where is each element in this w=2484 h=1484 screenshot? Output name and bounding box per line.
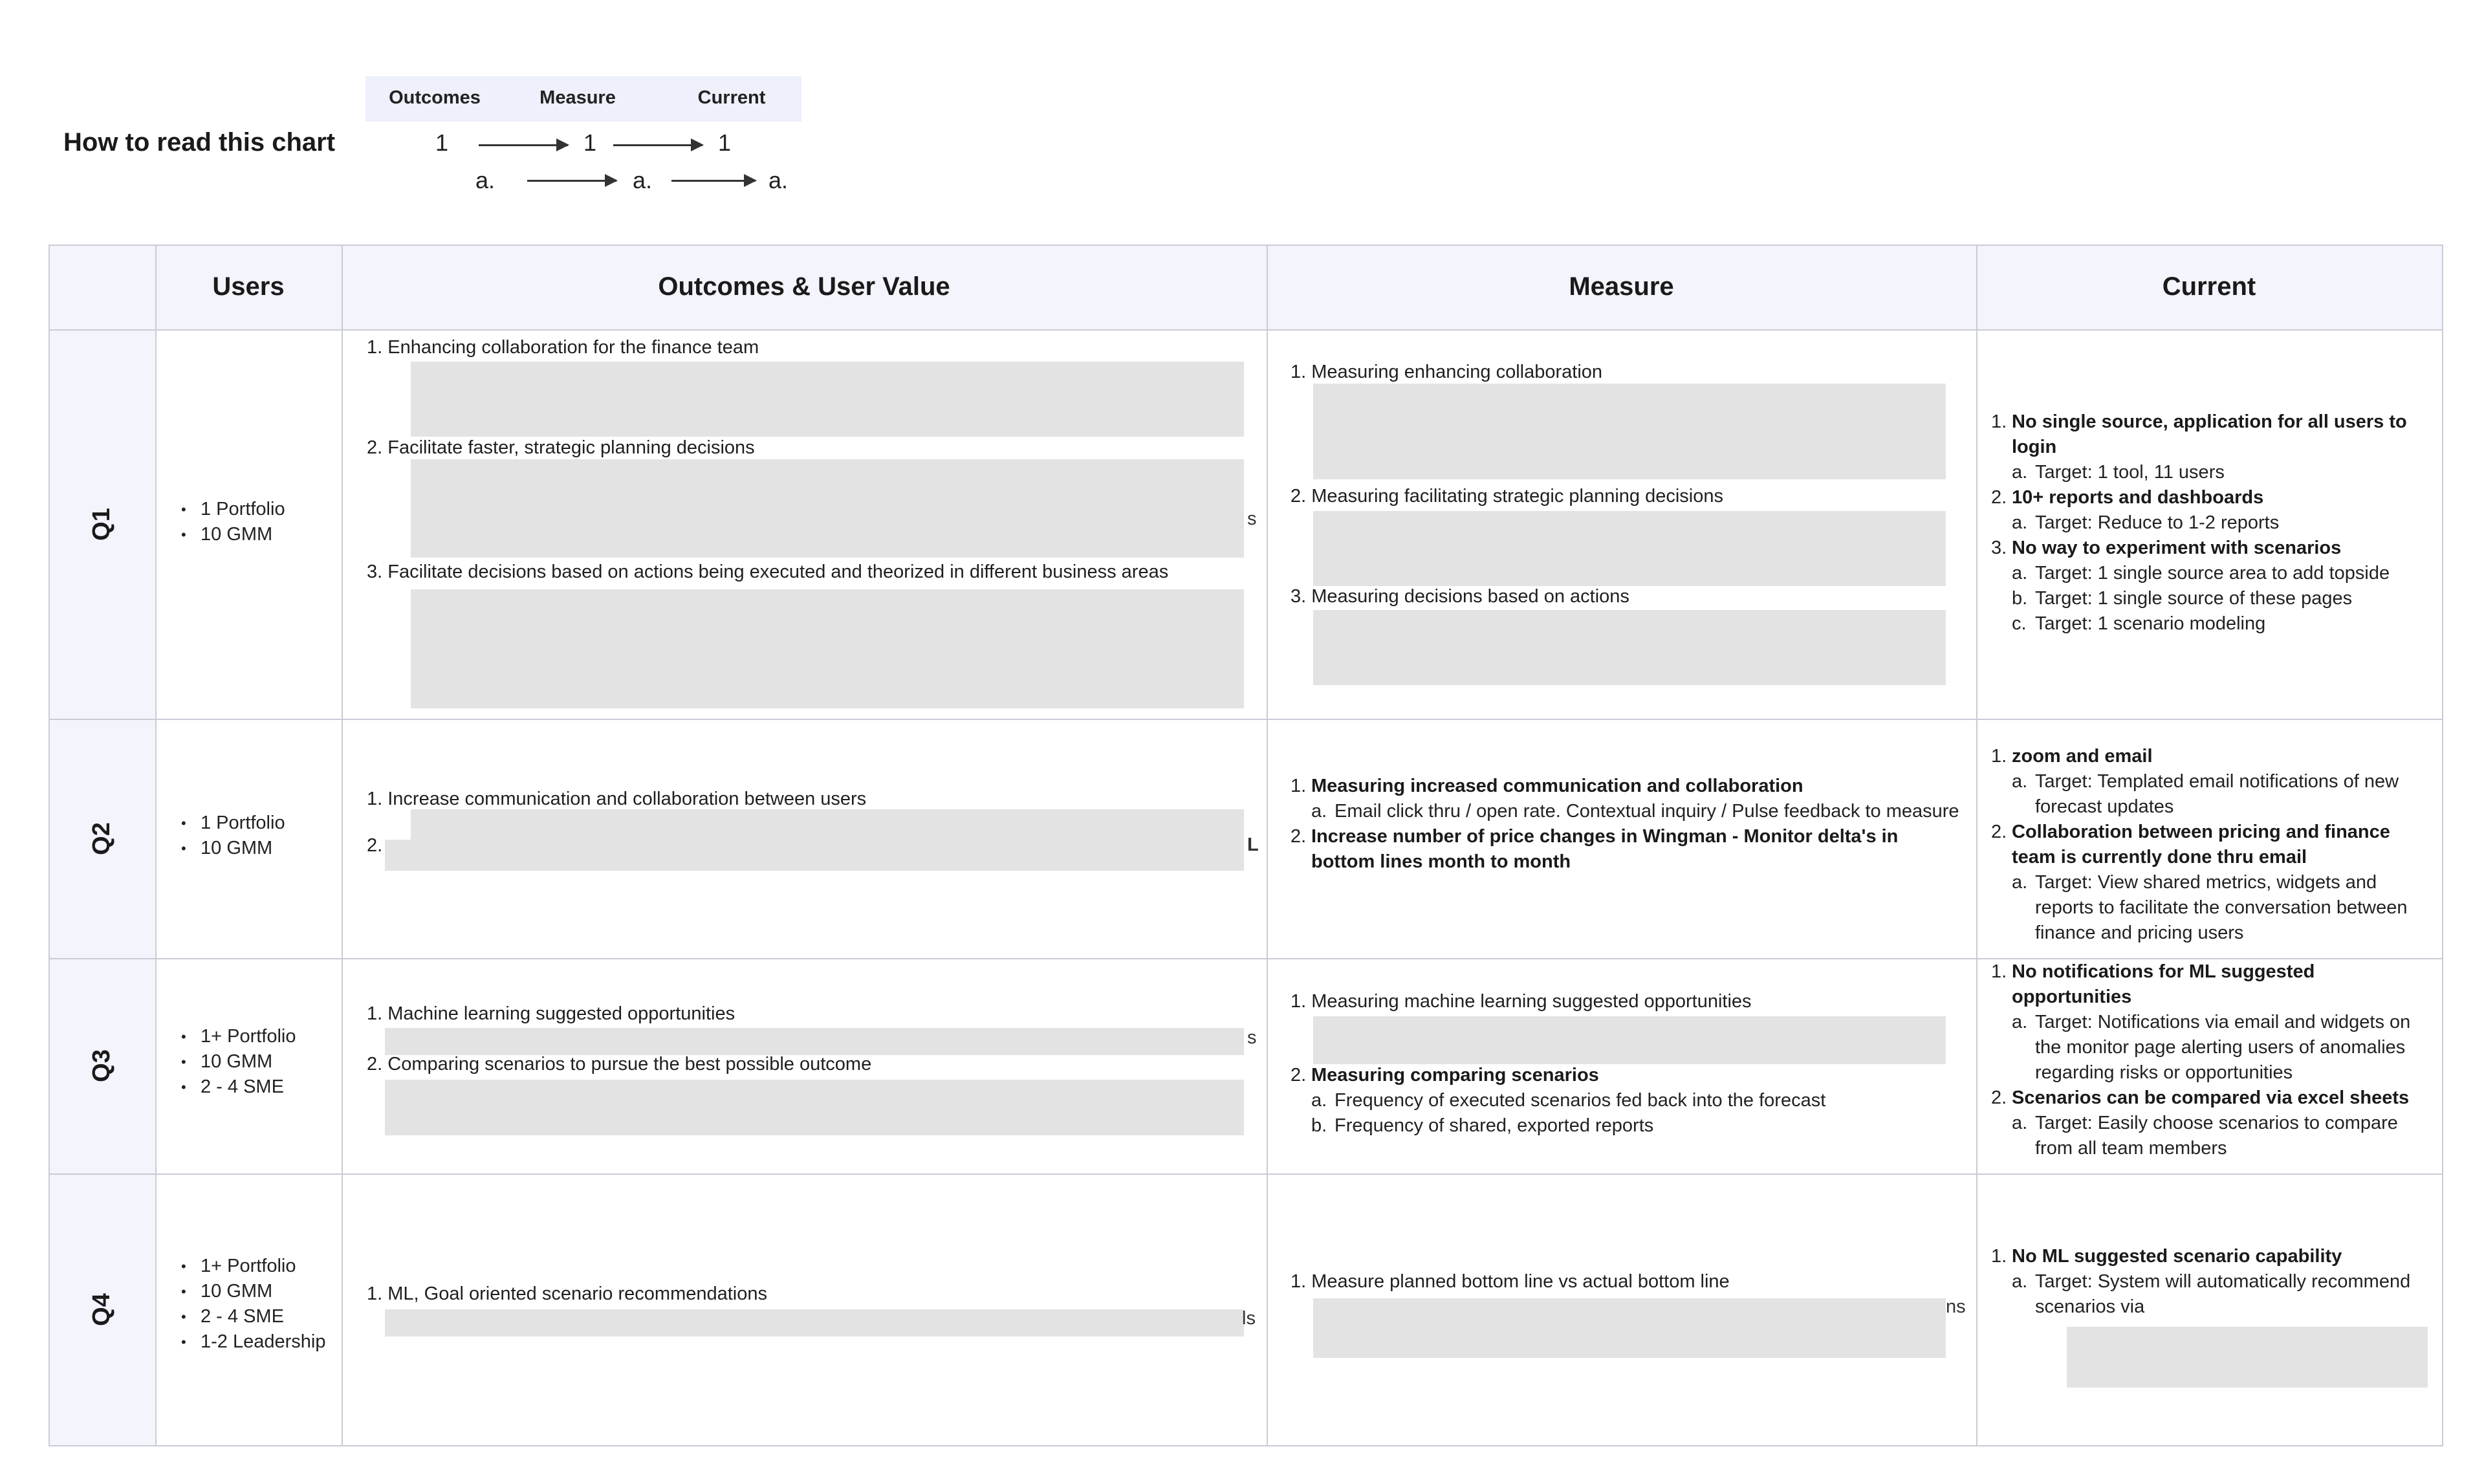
q2-outcome-1: 1. Increase communication and collaboration between users [367, 789, 867, 809]
list-item: 2. 10+ reports and dashboards a. Target: Reduce to 1-2 reports [1991, 485, 2437, 536]
list-item: a. Target: Easily choose scenarios to compare from all team members [2012, 1113, 2398, 1159]
redacted-block [1313, 1298, 1946, 1358]
list-item: 1. No ML suggested scenario capability a. Target: System will automatically recommend scenarios via [1991, 1244, 2437, 1320]
list-item: a. Target: Reduce to 1-2 reports [2012, 512, 2280, 533]
q3-measure-2 [1291, 1063, 1963, 1139]
redacted-block [411, 809, 1244, 842]
q4-current [1991, 1244, 2437, 1320]
legend-measure-number: 1 [583, 129, 597, 156]
list-item: a. Target: 1 tool, 11 users [2012, 462, 2225, 483]
list-item: a. Target: Templated email notifications of new forecast updates [2012, 771, 2399, 817]
redacted-block [385, 1309, 1244, 1337]
legend-outcome-letter: a. [475, 167, 496, 193]
truncated-text: s [1247, 1027, 1257, 1048]
legend-measure-letter: a. [632, 167, 653, 193]
legend-arrow-right-icon [671, 180, 756, 182]
legend-current-letter: a. [768, 167, 789, 193]
list-item: 1. No notifications for ML suggested opportunities a. Target: Notifications via email and widgets on the monitor page alerting users of anomalies regarding risks or opportunities [1991, 959, 2437, 1086]
legend-header-outcomes: Outcomes [389, 87, 481, 108]
q1-users [181, 497, 336, 547]
redacted-block [1313, 384, 1946, 479]
redacted-block [385, 840, 1244, 871]
quarter-label-q3: Q3 [87, 1049, 115, 1082]
q3-outcome-1: 1. Machine learning suggested opportunities [367, 1003, 735, 1024]
list-item: a. Target: System will automatically recommend scenarios via [2012, 1271, 2411, 1317]
q3-measure-1: 1. Measuring machine learning suggested opportunities [1291, 991, 1752, 1012]
list-item: • 10 GMM [181, 1049, 336, 1075]
redacted-block [1313, 610, 1946, 685]
list-item: • 1+ Portfolio [181, 1024, 336, 1049]
redacted-block [411, 459, 1244, 558]
q4-users [181, 1254, 336, 1355]
q3-users [181, 1024, 336, 1100]
legend-header-current: Current [697, 87, 766, 108]
list-item: • 10 GMM [181, 836, 336, 861]
q2-measures [1291, 774, 1963, 875]
quarter-label-q1: Q1 [87, 507, 115, 541]
list-item: • 10 GMM [181, 1279, 336, 1304]
list-item: a. Target: View shared metrics, widgets and reports to facilitate the conversation between finance and pricing users [2012, 872, 2408, 943]
list-item: b. Frequency of shared, exported reports [1311, 1115, 1654, 1136]
q3-outcome-2: 2. Comparing scenarios to pursue the best possible outcome [367, 1054, 872, 1075]
q2-users [181, 811, 336, 861]
legend-title: How to read this chart [63, 128, 336, 157]
q3-current [1991, 959, 2437, 1161]
list-item: 2. Increase number of price changes in Wingman - Monitor delta's in bottom lines month to month [1291, 826, 1899, 872]
list-item: a. Email click thru / open rate. Contextual inquiry / Pulse feedback to measure [1311, 801, 1959, 822]
redacted-block [385, 1028, 1244, 1055]
list-item: • 1-2 Leadership [181, 1329, 336, 1355]
header-current: Current [2162, 272, 2256, 301]
quarter-label-q2: Q2 [87, 822, 115, 855]
legend-arrow-right-icon [479, 144, 568, 146]
list-item: b. Target: 1 single source of these pages [2012, 588, 2353, 609]
redacted-block [1313, 1016, 1946, 1064]
q1-outcome-3: 3. Facilitate decisions based on actions being executed and theorized in different business areas [367, 562, 1169, 582]
header-outcomes: Outcomes & User Value [658, 272, 950, 301]
list-item: • 2 - 4 SME [181, 1075, 336, 1100]
q1-measure-1: 1. Measuring enhancing collaboration [1291, 362, 1603, 382]
q4-outcome-1: 1. ML, Goal oriented scenario recommendations [367, 1283, 767, 1304]
legend-arrow-right-icon [527, 180, 616, 182]
q1-outcome-1: 1. Enhancing collaboration for the finance team [367, 337, 759, 358]
q1-measure-2: 2. Measuring facilitating strategic planning decisions [1291, 486, 1723, 507]
list-item: a. Target: 1 single source area to add topside [2012, 563, 2390, 584]
roadmap-table [49, 245, 2443, 1446]
redacted-block [411, 362, 1244, 437]
q1-outcome-2: 2. Facilitate faster, strategic planning decisions [367, 437, 755, 458]
list-item: 2. Collaboration between pricing and finance team is currently done thru email a. Target: View shared metrics, widgets and reports to facilitate the conversation between finance and pricing users [1991, 820, 2437, 946]
q2-current [1991, 744, 2437, 946]
legend-arrow-right-icon [613, 144, 703, 146]
redacted-block [1313, 511, 1946, 586]
list-item: 1. Measuring increased communication and collaboration a. Email click thru / open rate. Contextual inquiry / Pulse feedback to measure [1291, 774, 1963, 824]
legend-header [365, 76, 801, 122]
list-item: • 2 - 4 SME [181, 1304, 336, 1329]
redacted-block [385, 1080, 1244, 1135]
truncated-text: ns [1946, 1296, 1966, 1317]
list-item: a. Frequency of executed scenarios fed back into the forecast [1311, 1090, 1826, 1111]
list-item: 2. Measuring comparing scenarios a. Frequency of executed scenarios fed back into the forecast b. Frequency of shared, exported reports [1291, 1063, 1963, 1139]
header-measure: Measure [1569, 272, 1674, 301]
q2-outcome-2-number: 2. [367, 835, 383, 856]
quarter-label-q4: Q4 [87, 1293, 115, 1326]
q4-measure-1: 1. Measure planned bottom line vs actual bottom line [1291, 1271, 1730, 1292]
redacted-block [2067, 1327, 2428, 1388]
list-item: 1. zoom and email a. Target: Templated email notifications of new forecast updates [1991, 744, 2437, 820]
list-item: a. Target: Notifications via email and widgets on the monitor page alerting users of anomalies regarding risks or opportunities [2012, 1012, 2411, 1083]
q1-measure-3: 3. Measuring decisions based on actions [1291, 586, 1629, 607]
q1-current [1991, 409, 2437, 637]
legend-outcome-number: 1 [435, 129, 449, 156]
redacted-block [411, 589, 1244, 708]
list-item: • 1 Portfolio [181, 811, 336, 836]
legend-header-measure: Measure [539, 87, 616, 108]
list-item: 3. No way to experiment with scenarios a. Target: 1 single source area to add topside b. Target: 1 single source of these pages c. Target: 1 scenario modeling [1991, 536, 2437, 637]
list-item: c. Target: 1 scenario modeling [2012, 613, 2266, 634]
list-item: • 1 Portfolio [181, 497, 336, 522]
truncated-text: ls [1242, 1308, 1256, 1329]
header-users: Users [212, 272, 285, 301]
list-item: • 10 GMM [181, 522, 336, 547]
truncated-text: L [1247, 835, 1259, 855]
list-item: • 1+ Portfolio [181, 1254, 336, 1279]
truncated-text: s [1247, 508, 1257, 529]
list-item: 1. No single source, application for all users to login a. Target: 1 tool, 11 users [1991, 409, 2437, 485]
list-item: 2. Scenarios can be compared via excel sheets a. Target: Easily choose scenarios to compare from all team members [1991, 1086, 2437, 1161]
legend-current-number: 1 [717, 129, 732, 156]
